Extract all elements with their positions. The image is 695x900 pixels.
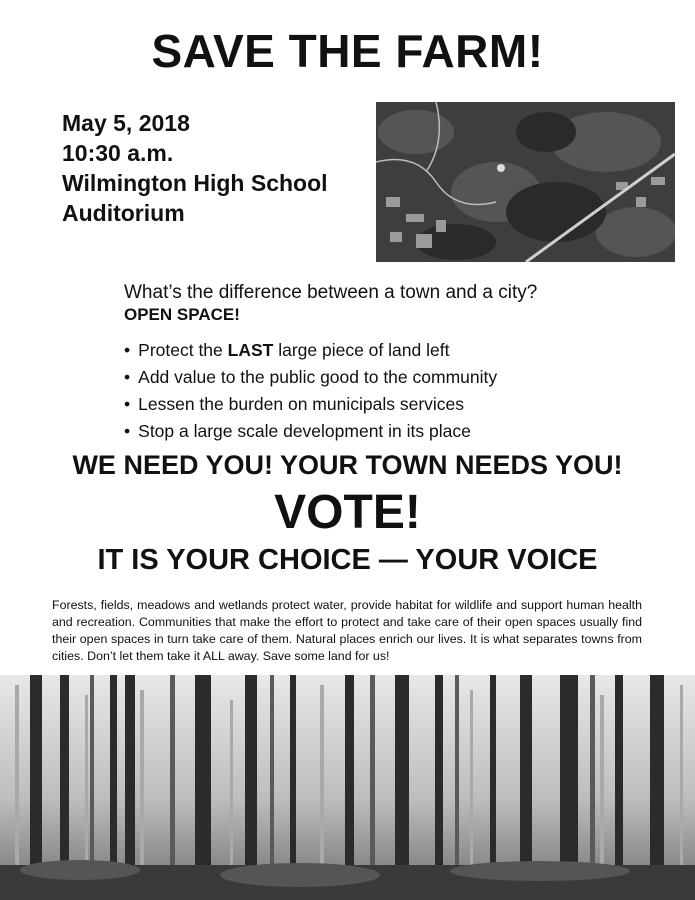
callout-need: WE NEED YOU! YOUR TOWN NEEDS YOU! [72,450,623,480]
event-details [62,108,328,228]
intro-question: What’s the difference between a town and a city? [124,282,538,303]
aerial-map-image [376,102,675,262]
aerial-map-icon [376,102,675,262]
event-venue: Wilmington High School [62,170,328,196]
event-venue-room: Auditorium [62,200,185,226]
body-paragraph: Forests, fields, meadows and wetlands protect water, provide habitat for wildlife and support human health and recreation. Communities that make the effort to protect and take care of their open spaces usually find their open spaces in turn take care of them. Natural places enrich our lives. It is what separates towns from cities. Don’t let them take it ALL away. Save some land for us! [52,598,642,663]
forest-photo-icon [0,675,695,900]
bullet-text: large piece of land left [273,340,450,360]
callout-choice: IT IS YOUR CHOICE — YOUR VOICE [97,544,598,576]
event-time: 10:30 a.m. [62,140,174,166]
bullet-emphasis: LAST [227,340,274,360]
forest-image [0,675,695,900]
bullet-list [124,337,497,445]
callout-vote: VOTE! [274,486,421,539]
bullet-item: • Stop a large scale development in its place [124,418,497,445]
bullet-item [124,337,497,364]
bullet-item: • Lessen the burden on municipals services [124,391,497,418]
bullet-item: • Add value to the public good to the community [124,364,497,391]
intro-answer: OPEN SPACE! [124,305,240,324]
page-title: SAVE THE FARM! [151,25,544,77]
event-date: May 5, 2018 [62,110,190,136]
bullet-text: Protect the [138,340,228,360]
